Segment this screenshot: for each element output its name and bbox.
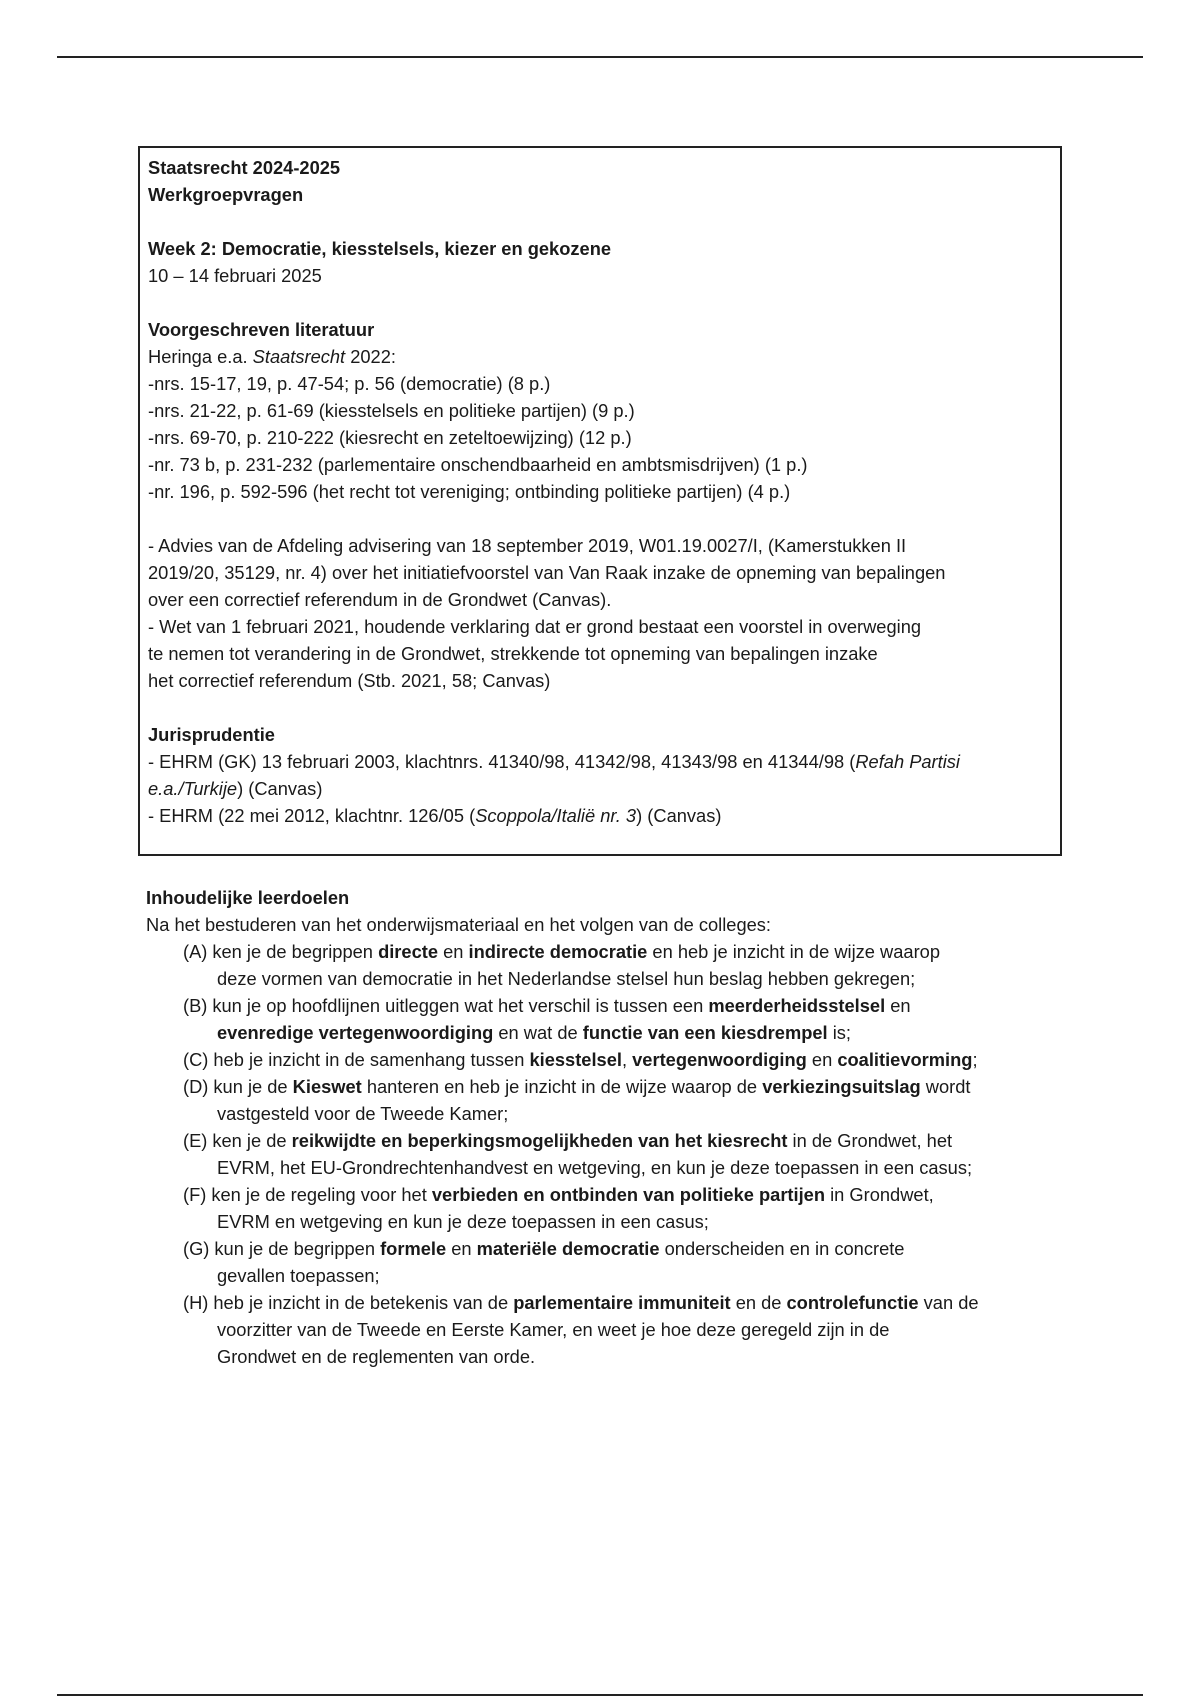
learning-goal-item [146,938,1066,992]
learning-goal-text: kun je de begrippen [214,1238,381,1259]
case-text: - EHRM (22 mei 2012, klachtnr. 126/05 ( [148,805,476,826]
learning-goal-letter: (D) [183,1076,209,1097]
book-reference [148,343,1052,370]
learning-goal-text: ken je de regeling voor het [211,1184,432,1205]
reading-item: -nr. 73 b, p. 231-232 (parlementaire onschendbaarheid en ambtsmisdrijven) (1 p.) [148,454,808,475]
learning-goal-line [212,1127,1066,1154]
learning-goal-text: gevallen toepassen; [217,1265,380,1286]
book-year: 2022: [345,346,396,367]
learning-goal-text: voorzitter van de Tweede en Eerste Kamer, en weet je hoe deze geregeld zijn in de [217,1319,890,1340]
learning-goal-text: ken je de [212,1130,292,1151]
learning-goal-text: hanteren en heb je inzicht in de wijze waarop de [361,1076,763,1097]
learning-goal-letter: (G) [183,1238,210,1259]
case-line [148,775,1052,802]
learning-goal-line [212,938,1066,965]
learning-goal-line [212,992,1066,1019]
learning-goal-item [146,1289,1066,1370]
learning-goal-item [146,992,1066,1046]
key-term: parlementaire immuniteit [513,1292,731,1313]
wet-line: te nemen tot verandering in de Grondwet, strekkende tot opneming van bepalingen inzake [148,643,878,664]
learning-goal-text: EVRM, het EU-Grondrechtenhandvest en wetgeving, en kun je deze toepassen in een casus; [217,1157,973,1178]
spacer [148,208,1052,235]
learning-goal-letter: (F) [183,1184,207,1205]
key-term: verkiezingsuitslag [762,1076,921,1097]
reading-item: -nr. 196, p. 592-596 (het recht tot vereniging; ontbinding politieke partijen) (4 p.) [148,481,791,502]
book-title: Staatsrecht [252,346,346,367]
learning-goal-item [146,1181,1066,1235]
key-term: evenredige vertegenwoordiging [217,1022,494,1043]
case-name: e.a./Turkije [148,778,238,799]
case-text: ) (Canvas) [636,805,722,826]
learning-goal-line [213,1073,1066,1100]
learning-goal-line [217,965,1066,992]
learning-goal-line [217,1154,1066,1181]
learning-goal-item [146,1073,1066,1127]
key-term: indirecte democratie [468,941,648,962]
learning-goals-section [146,884,1066,1370]
learning-goal-text: onderscheiden en in concrete [659,1238,905,1259]
footer-rule [57,1694,1143,1696]
learning-goal-line [214,1235,1066,1262]
document-subtitle: Werkgroepvragen [148,184,304,205]
key-term: meerderheidsstelsel [708,995,886,1016]
case-line [148,802,1052,829]
case-name: Refah Partisi [855,751,960,772]
key-term: coalitievorming [837,1049,973,1070]
learning-goal-text: ; [972,1049,978,1070]
learning-goal-line [217,1100,1066,1127]
key-term: verbieden en ontbinden van politieke partijen [431,1184,826,1205]
learning-goal-letter: (H) [183,1292,209,1313]
learning-goal-text: deze vormen van democratie in het Nederlandse stelsel hun beslag hebben gekregen; [217,968,916,989]
header-rule [57,56,1143,58]
case-text: ) (Canvas) [237,778,323,799]
learning-goal-text: vastgesteld voor de Tweede Kamer; [217,1103,509,1124]
advies-line: 2019/20, 35129, nr. 4) over het initiatiefvoorstel van Van Raak inzake de opneming van bepalingen [148,562,946,583]
book-author: Heringa e.a. [148,346,253,367]
learning-goals-heading: Inhoudelijke leerdoelen [146,887,350,908]
learning-goal-text: , [621,1049,633,1070]
learning-goal-text: en heb je inzicht in de wijze waarop [647,941,941,962]
learning-goal-text: en [806,1049,838,1070]
learning-goal-line [217,1316,1066,1343]
spacer [148,289,1052,316]
learning-goal-text: en de [730,1292,787,1313]
learning-goal-line [217,1208,1066,1235]
learning-goal-item [146,1235,1066,1289]
learning-goal-line [213,1046,1066,1073]
key-term: materiële democratie [476,1238,660,1259]
learning-goal-text: en [885,995,911,1016]
learning-goal-text: heb je inzicht in de samenhang tussen [213,1049,530,1070]
wet-line: het correctief referendum (Stb. 2021, 58; Canvas) [148,670,551,691]
learning-goal-letter: (E) [183,1130,208,1151]
reading-item: -nrs. 69-70, p. 210-222 (kiesrecht en zeteltoewijzing) (12 p.) [148,427,632,448]
learning-goal-text: en wat de [493,1022,583,1043]
literature-heading: Voorgeschreven literatuur [148,319,375,340]
jurisprudence-heading: Jurisprudentie [148,724,275,745]
learning-goal-text: ken je de begrippen [212,941,379,962]
key-term: formele [380,1238,447,1259]
learning-goal-letter: (B) [183,995,208,1016]
learning-goal-text: EVRM en wetgeving en kun je deze toepassen in een casus; [217,1211,709,1232]
learning-goal-line [213,1289,1066,1316]
learning-goal-line [211,1181,1066,1208]
reading-item: -nrs. 21-22, p. 61-69 (kiesstelsels en politieke partijen) (9 p.) [148,400,635,421]
key-term: reikwijdte en beperkingsmogelijkheden van het kiesrecht [291,1130,788,1151]
week-dates: 10 – 14 februari 2025 [148,265,322,286]
learning-goal-text: wordt [920,1076,971,1097]
learning-goal-text: en [438,941,469,962]
learning-goals-list [146,938,1066,1370]
learning-goal-line [217,1343,1066,1370]
wet-line: - Wet van 1 februari 2021, houdende verklaring dat er grond bestaat een voorstel in overweging [148,616,922,637]
learning-goal-text: is; [827,1022,851,1043]
learning-goal-text: en [446,1238,477,1259]
case-name: Scoppola/Italië nr. 3 [475,805,637,826]
learning-goal-line [217,1262,1066,1289]
week-title: Week 2: Democratie, kiesstelsels, kiezer en gekozene [148,238,612,259]
learning-goal-text: in Grondwet, [825,1184,934,1205]
learning-goal-item [146,1127,1066,1181]
learning-goals-intro: Na het bestuderen van het onderwijsmateriaal en het volgen van de colleges: [146,914,772,935]
key-term: vertegenwoordiging [632,1049,807,1070]
advies-line: over een correctief referendum in de Grondwet (Canvas). [148,589,612,610]
learning-goal-text: kun je op hoofdlijnen uitleggen wat het verschil is tussen een [212,995,709,1016]
key-term: functie van een kiesdrempel [582,1022,828,1043]
key-term: directe [378,941,439,962]
learning-goal-item [146,1046,1066,1073]
learning-goal-text: kun je de [213,1076,293,1097]
course-info-box [138,146,1062,856]
course-title: Staatsrecht 2024-2025 [148,157,341,178]
learning-goal-text: van de [918,1292,979,1313]
learning-goal-letter: (A) [183,941,208,962]
advies-line: - Advies van de Afdeling advisering van 18 september 2019, W01.19.0027/I, (Kamerstukken II [148,535,907,556]
spacer [148,505,1052,532]
learning-goal-text: in de Grondwet, het [787,1130,953,1151]
case-text: - EHRM (GK) 13 februari 2003, klachtnrs. 41340/98, 41342/98, 41343/98 en 41344/98 ( [148,751,856,772]
learning-goal-line [217,1019,1066,1046]
learning-goal-letter: (C) [183,1049,209,1070]
key-term: kiesstelsel [529,1049,622,1070]
spacer [148,694,1052,721]
learning-goal-text: heb je inzicht in de betekenis van de [213,1292,514,1313]
reading-item: -nrs. 15-17, 19, p. 47-54; p. 56 (democratie) (8 p.) [148,373,551,394]
key-term: controlefunctie [786,1292,919,1313]
key-term: Kieswet [292,1076,362,1097]
case-line [148,748,1052,775]
learning-goal-text: Grondwet en de reglementen van orde. [217,1346,536,1367]
